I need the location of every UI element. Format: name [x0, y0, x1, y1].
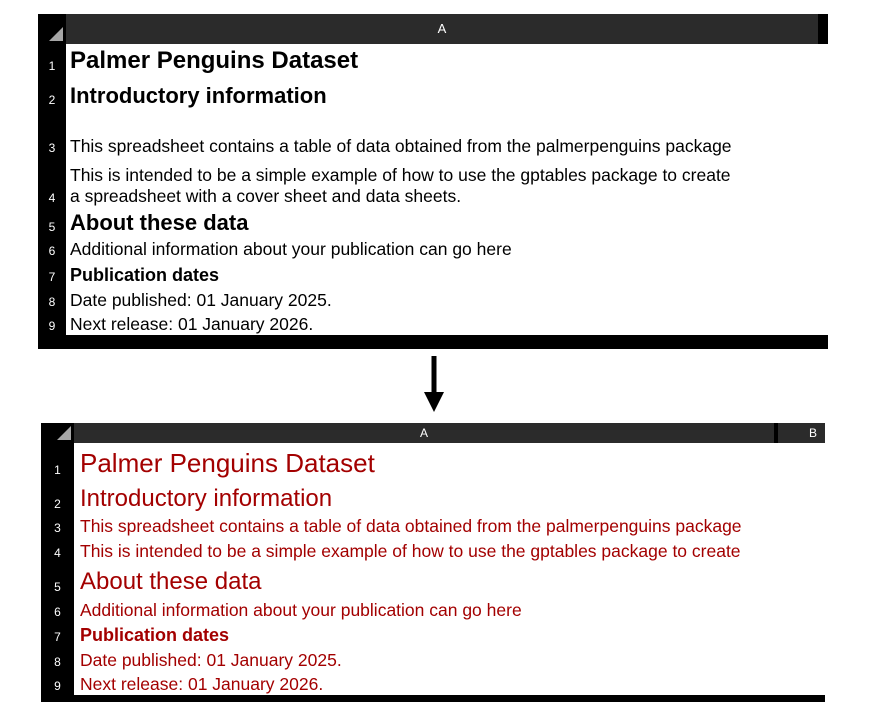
arrow-down-icon	[424, 356, 444, 412]
cell-text: Introductory information	[80, 485, 333, 512]
column-header-bar	[41, 423, 825, 443]
sheet-row	[41, 621, 825, 646]
cell-a7[interactable]	[66, 260, 828, 286]
row-header[interactable]: 8	[41, 646, 74, 671]
cell-a2[interactable]	[66, 75, 828, 109]
row-header[interactable]: 2	[38, 75, 66, 109]
cell-text: Introductory information	[70, 83, 327, 108]
sheet-row	[41, 646, 825, 671]
sheet-row	[38, 157, 828, 207]
row-header[interactable]: 1	[38, 44, 66, 75]
cell-text: Additional information about your publication can go here	[70, 239, 512, 259]
cell-a4[interactable]	[74, 537, 825, 562]
cell-text: This spreadsheet contains a table of data obtained from the palmerpenguins package	[70, 136, 732, 156]
sheet-row	[41, 513, 825, 537]
cell-a5[interactable]	[66, 207, 828, 236]
spreadsheet-before	[38, 14, 828, 349]
sheet-row	[38, 109, 828, 157]
column-header-a[interactable]: A	[66, 14, 820, 44]
cell-text: About these data	[70, 210, 249, 235]
row-header[interactable]: 5	[38, 207, 66, 236]
cell-a3[interactable]	[74, 513, 825, 537]
cell-text: Next release: 01 January 2026.	[80, 674, 324, 694]
row-header[interactable]: 9	[41, 671, 74, 695]
cell-a1[interactable]	[66, 44, 828, 75]
row-header[interactable]: 8	[38, 286, 66, 311]
sheet-row	[41, 671, 825, 695]
cell-a6[interactable]	[74, 596, 825, 621]
column-header-bar	[38, 14, 828, 44]
sheet-row	[38, 236, 828, 260]
cell-a9[interactable]	[74, 671, 825, 695]
sheet-row	[38, 207, 828, 236]
row-header[interactable]: 7	[38, 260, 66, 286]
row-header[interactable]: 4	[41, 537, 74, 562]
select-all-corner[interactable]	[41, 423, 74, 443]
sheet-row	[41, 443, 825, 479]
cell-text: This is intended to be a simple example of how to use the gptables package to create	[80, 541, 741, 561]
cell-a2[interactable]	[74, 479, 825, 513]
row-header[interactable]: 4	[38, 157, 66, 207]
row-header[interactable]: 6	[38, 236, 66, 260]
cell-a5[interactable]	[74, 562, 825, 596]
column-header-b[interactable]: B	[778, 423, 825, 443]
cell-a8[interactable]	[74, 646, 825, 671]
cell-text: This spreadsheet contains a table of data obtained from the palmerpenguins package	[80, 516, 742, 536]
cell-a7[interactable]	[74, 621, 825, 646]
sheet-row	[38, 44, 828, 75]
row-header[interactable]: 1	[41, 443, 74, 479]
cell-a8[interactable]	[66, 286, 828, 311]
sheet-rows	[38, 44, 828, 349]
sheet-row	[41, 537, 825, 562]
sheet-row	[38, 311, 828, 335]
row-header[interactable]: 7	[41, 621, 74, 646]
cell-text: Date published: 01 January 2025.	[80, 650, 342, 670]
sheet-rows	[41, 443, 825, 702]
sheet-row	[38, 260, 828, 286]
cell-text: Palmer Penguins Dataset	[80, 448, 375, 478]
row-header[interactable]: 9	[38, 311, 66, 335]
column-header-a[interactable]: A	[74, 423, 776, 443]
row-header[interactable]: 5	[41, 562, 74, 596]
cell-text: About these data	[80, 568, 262, 595]
sheet-row	[41, 479, 825, 513]
cell-text: Publication dates	[70, 265, 220, 285]
row-header[interactable]: 2	[41, 479, 74, 513]
row-header[interactable]: 3	[38, 109, 66, 157]
cell-text: Date published: 01 January 2025.	[70, 290, 332, 310]
cell-a9[interactable]	[66, 311, 828, 335]
cell-a1[interactable]	[74, 443, 825, 479]
sheet-row	[38, 75, 828, 109]
cell-text: Next release: 01 January 2026.	[70, 314, 314, 334]
sheet-row	[38, 286, 828, 311]
sheet-row	[41, 562, 825, 596]
cell-a3[interactable]	[66, 109, 828, 157]
cell-text: Additional information about your publication can go here	[80, 600, 522, 620]
cell-text: Palmer Penguins Dataset	[70, 47, 359, 74]
cell-a4[interactable]	[66, 157, 828, 207]
cell-text-wrapped: a spreadsheet with a cover sheet and data sheets.	[70, 186, 462, 206]
select-all-corner[interactable]	[38, 14, 66, 44]
cell-text: This is intended to be a simple example of how to use the gptables package to create	[70, 165, 731, 185]
sheet-row	[41, 596, 825, 621]
row-header[interactable]: 3	[41, 513, 74, 537]
select-all-triangle-icon	[57, 426, 71, 440]
select-all-triangle-icon	[49, 27, 63, 41]
cell-a6[interactable]	[66, 236, 828, 260]
spreadsheet-after	[41, 423, 825, 702]
row-header[interactable]: 6	[41, 596, 74, 621]
cell-text: Publication dates	[80, 625, 230, 645]
